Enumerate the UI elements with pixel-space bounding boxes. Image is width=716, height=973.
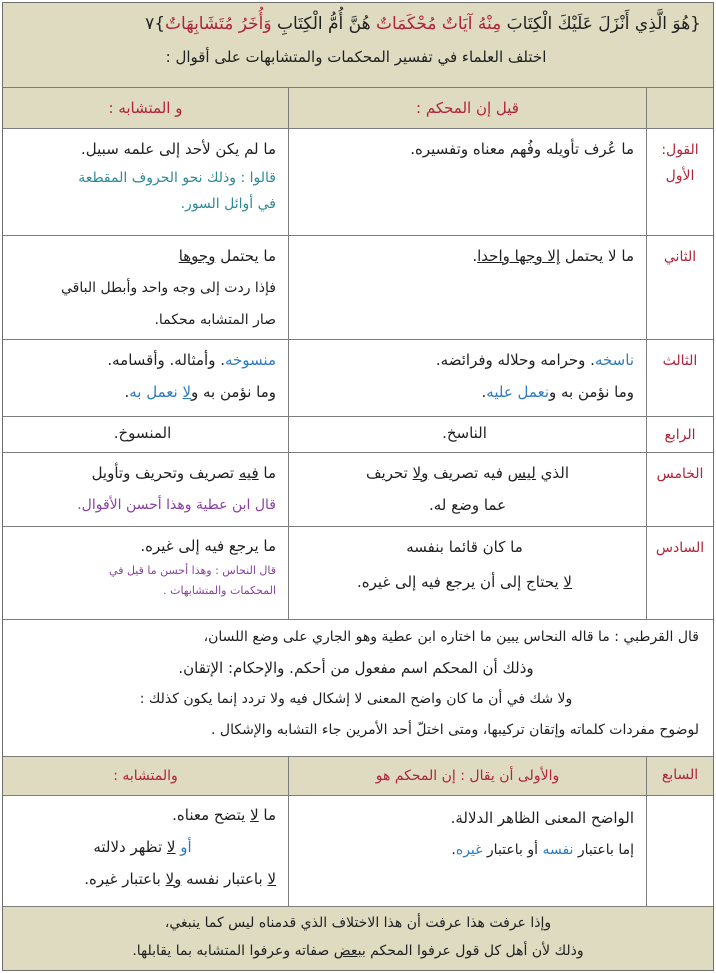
header-label-cell bbox=[646, 88, 713, 128]
row-sixth bbox=[3, 527, 713, 620]
row-label: السادس bbox=[646, 527, 713, 619]
note: قال ابن عطية وهذا أحسن الأقوال. bbox=[77, 497, 276, 513]
mutashabih-cell: ما لا يتضح معناه. أو لا تظهر دلالته لا باعتبار نفسه ولا باعتبار غيره. bbox=[84, 806, 276, 888]
row-first bbox=[3, 129, 713, 236]
mutashabih-cell: منسوخه. وأمثاله. وأقسامه. وما نؤمن به ولا نعمل به. bbox=[107, 351, 276, 401]
muhkam-cell: الواضح المعنى الظاهر الدلالة. إما باعتبار نفسه أو باعتبار غيره. bbox=[288, 796, 646, 906]
footer-band bbox=[3, 907, 713, 970]
qurtubi-paragraph bbox=[3, 620, 713, 757]
header-muhkam: والأولى أن يقال : إن المحكم هو bbox=[288, 757, 646, 795]
verse-muhkamat: مِنْهُ آيَاتٌ مُحْكَمَاتٌ bbox=[375, 14, 502, 34]
verse-mutashabihat: وَأُخَرُ مُتَشَابِهَاتٌ bbox=[165, 14, 272, 34]
mutashabih-cell: المنسوخ. bbox=[113, 424, 172, 442]
note: قالوا : وذلك نحو الحروف المقطعة bbox=[78, 170, 276, 186]
muhkam-cell: الذي ليس فيه تصريف ولا تحريف عما وضع له. bbox=[288, 453, 646, 526]
note: قال النحاس : وهذا أحسن ما قيل في bbox=[109, 564, 276, 577]
muhkam-cell: الناسخ. bbox=[288, 417, 646, 452]
mutashabih-cell: ما يرجع فيه إلى غيره. قال النحاس : وهذا أحسن ما قيل في المحكمات والمتشابهات . bbox=[3, 527, 288, 619]
verse: {هُوَ الَّذِي أَنْزَلَ عَلَيْكَ الْكِتَابَ مِنْهُ آيَاتٌ مُحْكَمَاتٌ هُنَّ أُمُّ الْكِتَابِ وَأُخَرُ مُتَشَابِهَاتٌ}٧ bbox=[145, 14, 701, 34]
row-label: الثاني bbox=[646, 236, 713, 339]
footer-cell: وإذا عرفت هذا عرفت أن هذا الاختلاف الذي قدمناه ليس كما ينبغي، وذلك لأن أهل كل قول عرفوا المحكم ببعض صفاته وعرفوا المتشابه بما يقابلها. bbox=[132, 915, 584, 959]
row-label: السابع bbox=[646, 757, 713, 795]
muhkam-cell: ناسخه. وحرامه وحلاله وفرائضه. وما نؤمن به ونعمل عليه. bbox=[288, 340, 646, 416]
row-fourth bbox=[3, 417, 713, 453]
subtitle: اختلف العلماء في تفسير المحكمات والمتشابهات على أقوال : bbox=[165, 48, 547, 66]
row-second bbox=[3, 236, 713, 340]
row-seventh-header bbox=[3, 757, 713, 796]
muhkam-cell: ما كان قائما بنفسه لا يحتاج إلى أن يرجع فيه إلى غيره. bbox=[288, 527, 646, 619]
tafsir-table bbox=[2, 2, 714, 971]
muhkam-cell: ما لا يحتمل إلا وجها واحدا. bbox=[288, 236, 646, 339]
muhkam-cell: ما عُرف تأويله وفُهم معناه وتفسيره. bbox=[288, 129, 646, 235]
column-header-row bbox=[3, 88, 713, 129]
mutashabih-cell: ما فيه تصريف وتحريف وتأويل قال ابن عطية وهذا أحسن الأقوال. bbox=[3, 453, 288, 526]
row-fifth bbox=[3, 453, 713, 527]
title-band bbox=[3, 3, 713, 88]
title-cell bbox=[3, 3, 713, 87]
mutashabih-cell: ما يحتمل وجوها فإذا ردت إلى وجه واحد وأبطل الباقي صار المتشابه محكما. bbox=[61, 247, 276, 328]
row-label: القول: الأول bbox=[646, 129, 713, 235]
mutashabih-cell: ما لم يكن لأحد إلى علمه سبيل. قالوا : وذلك نحو الحروف المقطعة في أوائل السور. bbox=[3, 129, 288, 235]
row-seventh-body bbox=[3, 796, 713, 907]
row-label: الخامس bbox=[646, 453, 713, 526]
header-mutashabih: و المتشابه : bbox=[108, 99, 183, 117]
header-muhkam: قيل إن المحكم : bbox=[288, 88, 646, 128]
header-mutashabih: والمتشابه : bbox=[113, 768, 178, 784]
qurtubi-cell: قال القرطبي : ما قاله النحاس يبين ما اختاره ابن عطية وهو الجاري على وضع اللسان، وذلك أن المحكم اسم مفعول من أحكم. والإحكام: الإتقان. ولا شك في أن ما كان واضح المعنى لا إشكال فيه ولا تردد إنما يكون كذلك : لوضوح مفردات كلماته وإتقان تركيبها، ومتى اختلّ أحد الأمرين جاء التشابه والإشكال . bbox=[139, 629, 699, 738]
row-label: الثالث bbox=[646, 340, 713, 416]
row-label: الرابع bbox=[646, 417, 713, 452]
row-label-empty bbox=[646, 796, 713, 906]
row-third bbox=[3, 340, 713, 417]
